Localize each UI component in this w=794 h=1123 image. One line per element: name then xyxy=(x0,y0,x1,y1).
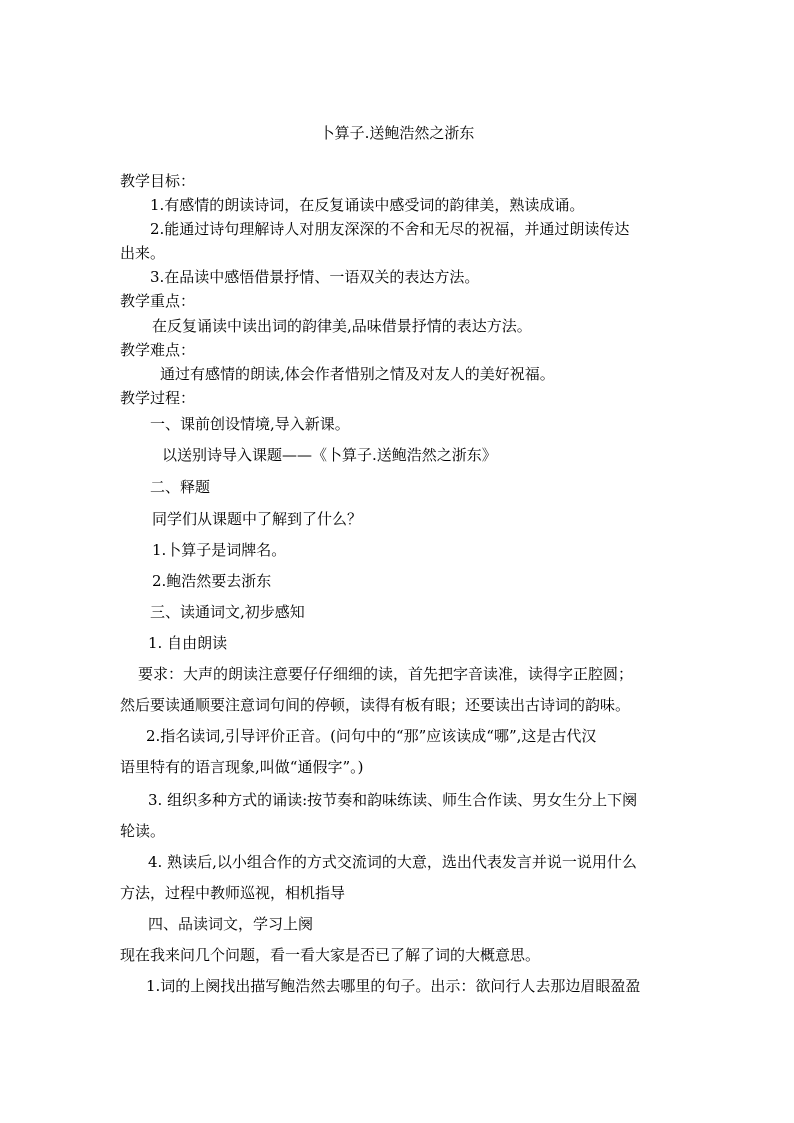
step-3-item-2-cont: 语里特有的语言现象,叫做“通假字”。) xyxy=(120,758,364,776)
step-3-requirement: 要求：大声的朗读注意要仔仔细细的读，首先把字音读准，读得字正腔圆； xyxy=(138,665,634,683)
step-1-text: 以送别诗导入课题——《卜算子.送鲍浩然之浙东》 xyxy=(162,446,497,464)
step-4-intro: 现在我来问几个问题，看一看大家是否已了解了词的大概意思。 xyxy=(120,946,541,964)
objective-3: 3.在品读中感悟借景抒情、一语双关的表达方法。 xyxy=(150,268,480,286)
step-1-heading: 一、课前创设情境,导入新课。 xyxy=(150,415,350,433)
key-point-text: 在反复诵读中读出词的韵律美,品味借景抒情的表达方法。 xyxy=(152,317,532,335)
step-2-heading: 二、释题 xyxy=(150,478,211,496)
step-3-item-3-cont: 轮读。 xyxy=(120,822,166,840)
step-2-answer-1: 1.卜算子是词牌名。 xyxy=(152,541,287,559)
step-3-item-4-cont: 方法，过程中教师巡视，相机指导 xyxy=(120,884,346,902)
section-heading-key-points: 教学重点： xyxy=(120,292,196,310)
objective-2-cont: 出来。 xyxy=(120,244,166,262)
step-4-item-1: 1.词的上阕找出描写鲍浩然去哪里的句子。出示：欲问行人去那边眉眼盈盈 xyxy=(146,977,641,995)
step-4-heading: 四、品读词文，学习上阕 xyxy=(148,915,314,933)
step-3-item-3: 3. 组织多种方式的诵读:按节奏和韵味练读、师生合作读、男女生分上下阕 xyxy=(148,791,638,809)
section-heading-objectives: 教学目标： xyxy=(120,172,196,190)
step-3-requirement-cont: 然后要读通顺要注意词句间的停顿，读得有板有眼；还要读出古诗词的韵味。 xyxy=(120,696,631,714)
step-2-question: 同学们从课题中了解到了什么？ xyxy=(152,510,363,528)
section-heading-process: 教学过程： xyxy=(120,389,196,407)
step-2-answer-2: 2.鲍浩然要去浙东 xyxy=(152,572,272,590)
step-3-heading: 三、读通词文,初步感知 xyxy=(150,603,305,621)
document-title: 卜算子.送鲍浩然之浙东 xyxy=(319,124,475,142)
step-3-item-2: 2.指名读词,引导评价正音。(问句中的“那”应该读成“哪”,这是古代汉 xyxy=(146,727,597,745)
step-3-item-4: 4. 熟读后,以小组合作的方式交流词的大意，选出代表发言并说一说用什么 xyxy=(148,853,637,871)
section-heading-difficulty: 教学难点： xyxy=(120,341,196,359)
objective-2: 2.能通过诗句理解诗人对朋友深深的不舍和无尽的祝福，并通过朗读传达 xyxy=(150,220,630,238)
step-3-item-1: 1. 自由朗读 xyxy=(148,634,228,652)
difficulty-text: 通过有感情的朗读,体会作者惜别之情及对友人的美好祝福。 xyxy=(160,365,555,383)
objective-1: 1.有感情的朗读诗词，在反复诵读中感受词的韵律美，熟读成诵。 xyxy=(150,196,585,214)
